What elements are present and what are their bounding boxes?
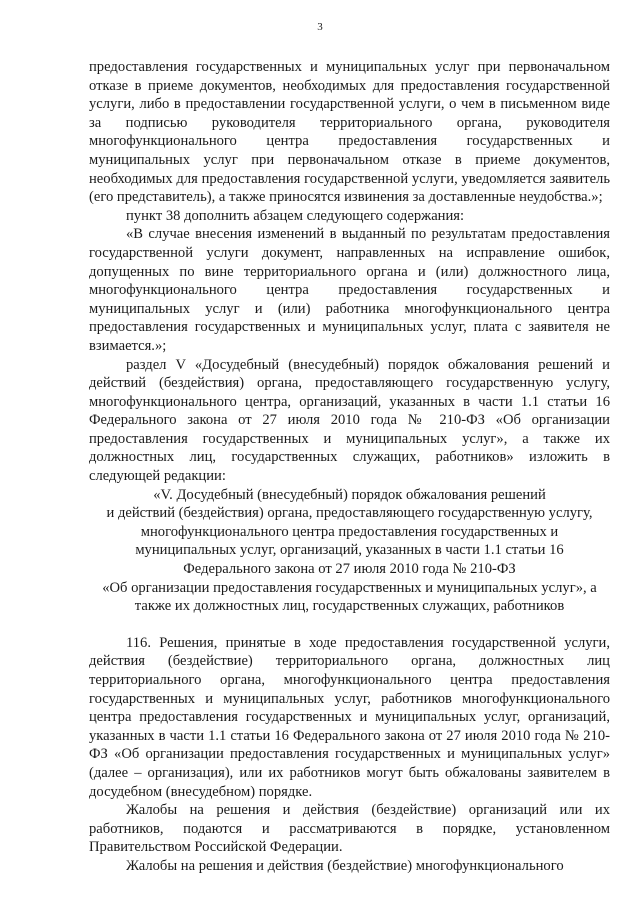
paragraph-quoted-amendment: «В случае внесения изменений в выданный по результатам предоставления государственной услуги документ, направленных на исправление ошибок, допущенных по вине территориального органа и (или) должностного лица, многофункционального центра предоставления государственных и муниципальных услуг и (или) работника многофункционального центра предоставления государственных и муниципальных услуг, плата с заявителя не взимается.»; <box>89 226 610 354</box>
section-heading-line: «V. Досудебный (внесудебный) порядок обжалования решений <box>153 486 546 503</box>
section-heading-line: Федерального закона от 27 июля 2010 года № 210-ФЗ <box>183 561 516 578</box>
section-heading-line: также их должностных лиц, государственных служащих, работников <box>134 598 565 615</box>
section-heading-line: муниципальных услуг, организаций, указанных в части 1.1 статьи 16 <box>135 542 564 559</box>
paragraph-116: 116. Решения, принятые в ходе предоставления государственной услуги, действия (бездействие) территориального органа, должностных лиц территориального органа, многофункционального центра предоставления государственных и муниципальных услуг, работников многофункционального центра предоставления государственных и муниципальных услуг, организаций, указанных в части 1.1 статьи 16 Федерального закона от 27 июля 2010 года № 210-ФЗ «Об организации предоставления государственных и муниципальных услуг» (далее – организация), или их работников могут быть обжалованы заявителем в досудебном (внесудебном) порядке. <box>89 634 610 800</box>
paragraph-complaints-mfc: Жалобы на решения и действия (бездействие) многофункционального <box>126 857 564 874</box>
section-heading-line: и действий (бездействия) органа, предоставляющего государственную услугу, <box>106 505 593 522</box>
page-number: 3 <box>317 21 323 33</box>
paragraph-section-v: раздел V «Досудебный (внесудебный) порядок обжалования решений и действий (бездействия) органа, предоставляющего государственную услугу, многофункционального центра, организаций, указанных в части 1.1 статьи 16 Федерального закона от 27 июля 2010 года № 210-ФЗ «Об организации предоставления государственных и муниципальных услуг», а также их должностных лиц, государственных служащих, работников» изложить в следующей редакции: <box>89 356 610 485</box>
section-heading-line: многофункционального центра предоставления государственных и <box>140 523 559 540</box>
paragraph-continuation: предоставления государственных и муниципальных услуг при первоначальном отказе в приеме документов, необходимых для предоставления государственной услуги, либо в предоставлении государственной услуги, о чем в письменном виде за подписью руководителя территориального органа, руководителя многофункционального центра предоставления государственных и муниципальных услуг при первоначальном отказе в приеме документов, необходимых для предоставления государственной услуги, уведомляется заявитель (его представитель), а также приносятся извинения за доставленные неудобства.»; <box>89 59 610 206</box>
section-heading-line: «Об организации предоставления государственных и муниципальных услуг», а <box>102 579 597 596</box>
section-heading <box>89 486 610 616</box>
paragraph-complaints-organizations: Жалобы на решения и действия (бездействие) организаций или их работников, подаются и рассматриваются в порядке, установленном Правительством Российской Федерации. <box>89 802 610 856</box>
document-body <box>89 58 610 876</box>
paragraph-point-38: пункт 38 дополнить абзацем следующего содержания: <box>126 207 465 224</box>
section-spacer <box>89 616 610 634</box>
